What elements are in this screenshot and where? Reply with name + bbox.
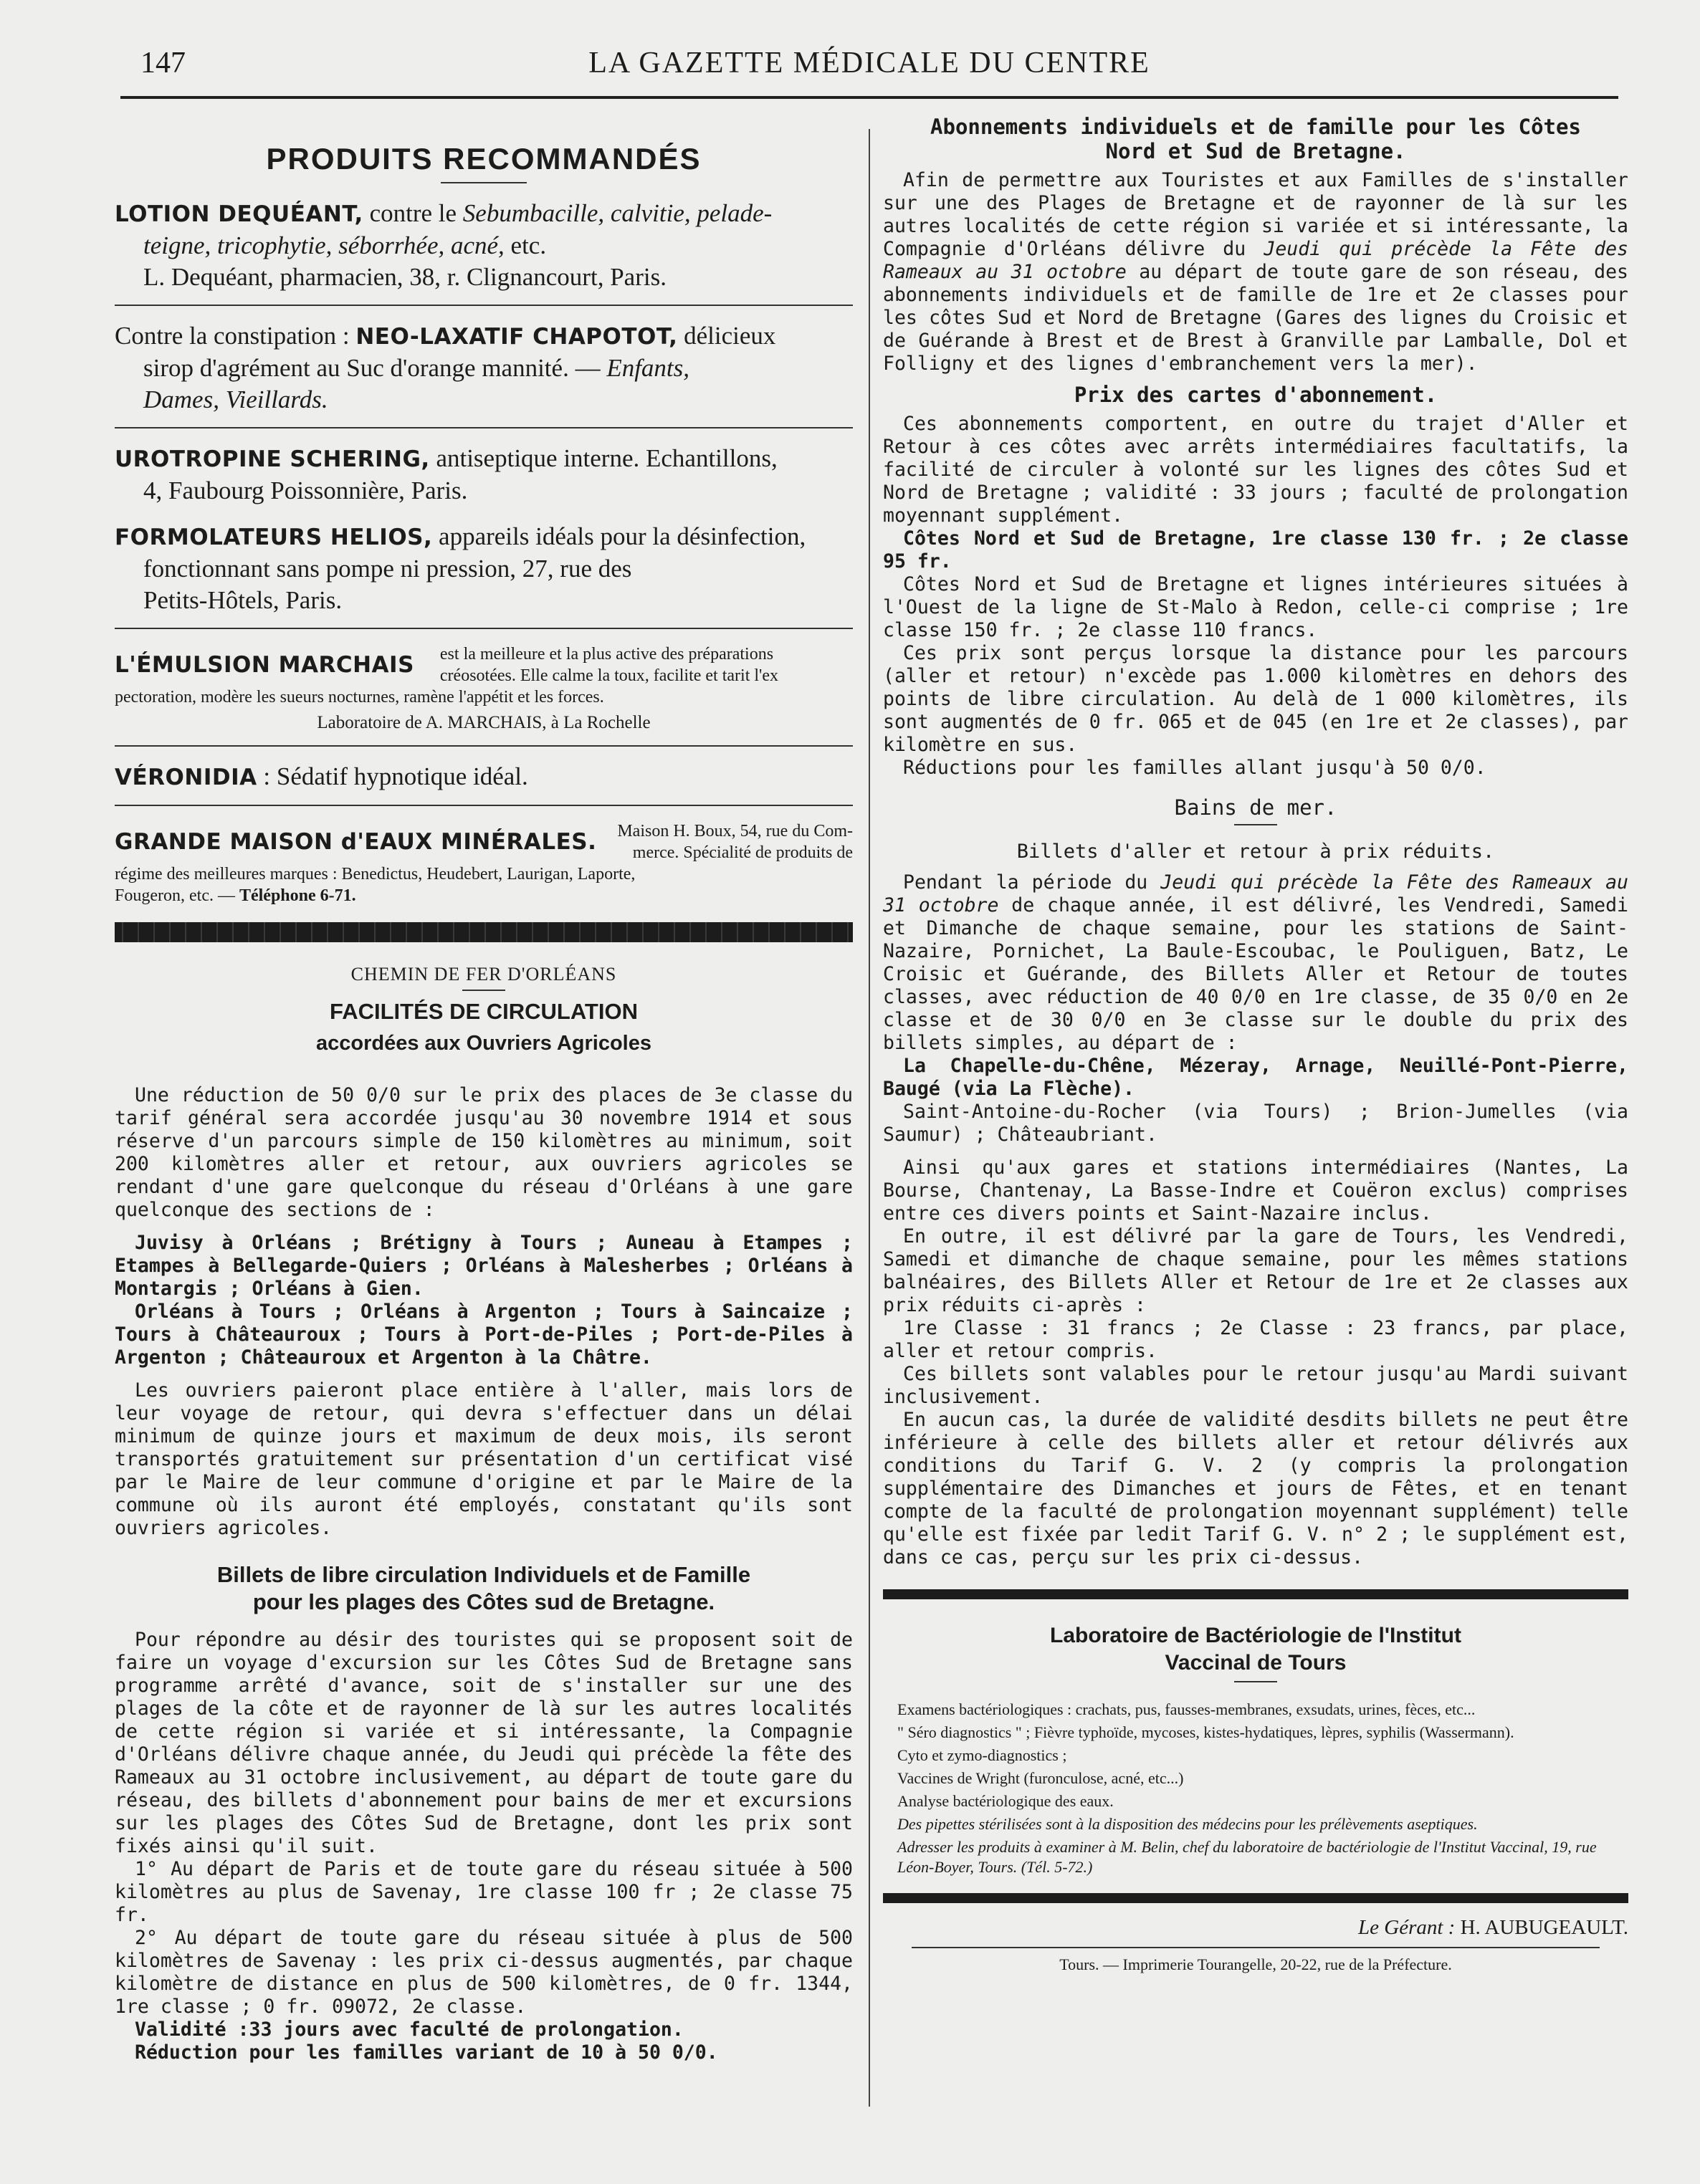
ad-brand: VÉRONIDIA xyxy=(115,765,257,790)
billets-title: Billets de libre circulation Individuels et de Famille xyxy=(216,1562,751,1587)
bains-body xyxy=(883,871,1628,1569)
paragraph: Ces prix sont perçus lorsque la distance pour les parcours (aller et retour) n'excède pas 1.000 kilomètres en dehors des points de libre circulation. Au delà de 1 000 kilomètres, ils sont augmentés de 0 fr. 065 et de 045 (en 1re et 2e classes), par kilomètre en sus. xyxy=(883,642,1628,756)
paragraph: Réductions pour les familles allant jusqu'à 50 0/0. xyxy=(903,757,1486,779)
circulation-body xyxy=(115,1084,853,1540)
circulation-title: FACILITÉS DE CIRCULATION xyxy=(330,999,638,1024)
products-title: PRODUITS RECOMMANDÉS xyxy=(266,142,702,176)
paragraph: En aucun cas, la durée de validité desdits billets ne peut être inférieure à celle des billets aller et retour délivrés aux conditions du Tarif G. V. 2 (y compris la prolongation supplémentaire des Dimanches et jours de Fêtes, et en tenant compte de la faculté de prolongation moyennant supplément) telle qu'elle est fixée par ledit Tarif G. V. n° 2 ; le supplément est, dans ce cas, perçu sur les prix ci-dessus. xyxy=(883,1409,1628,1568)
title-rule xyxy=(462,990,505,991)
printer-line: Tours. — Imprimerie Tourangelle, 20-22, rue de la Préfecture. xyxy=(1059,1955,1452,1973)
ad-brand: NEO-LAXATIF CHAPOTOT, xyxy=(355,324,678,350)
separator xyxy=(115,745,853,747)
bains-title: Bains de mer. xyxy=(1174,795,1337,820)
stations-list: Saint-Antoine-du-Rocher (via Tours) ; Brion-Jumelles (via Saumur) ; Châteaubriant. xyxy=(883,1101,1628,1146)
ad-urotropine: UROTROPINE SCHERING, antiseptique interne. Echantillons, 4, Faubourg Poissonnière, Paris. xyxy=(115,444,778,504)
railway-name: CHEMIN DE FER D'ORLÉANS xyxy=(350,964,617,985)
paragraph: Ces abonnements comportent, en outre du trajet d'Aller et Retour à ces côtes avec arrêts intermédiaires facultatifs, la facilité de circuler à volonté sur les lignes des côtes Sud et Nord de Bretagne ; validité : 33 jours ; faculté de prolongation moyennant supplément. xyxy=(883,413,1628,527)
abonnements-title: Abonnements individuels et de famille pour les Côtes xyxy=(930,115,1581,139)
separator xyxy=(115,427,853,428)
lab-title: Vaccinal de Tours xyxy=(1165,1651,1347,1675)
ad-brand: UROTROPINE SCHERING, xyxy=(115,446,430,472)
billets-body xyxy=(115,1629,853,2064)
lab-line: Des pipettes stérilisées sont à la disposition des médecins pour les prélèvements aseptiques. xyxy=(897,1815,1478,1833)
paragraph: Ces billets sont valables pour le retour jusqu'au Mardi suivant inclusivement. xyxy=(883,1363,1628,1408)
journal-title: LA GAZETTE MÉDICALE DU CENTRE xyxy=(588,47,1150,80)
separator xyxy=(115,805,853,806)
separator xyxy=(115,628,853,629)
billets-title: pour les plages des Côtes sud de Bretagne. xyxy=(252,1589,715,1614)
lab-body xyxy=(883,1700,1628,1877)
right-column xyxy=(883,115,1628,1974)
paragraph: Ainsi qu'aux gares et stations intermédiaires (Nantes, La Bourse, Chantenay, La Basse-Indre et Couëron exclus) comprises entre ces divers points et Saint-Nazaire inclus. xyxy=(883,1156,1628,1225)
page-header xyxy=(120,42,1618,85)
ad-formolateurs: FORMOLATEURS HELIOS, appareils idéals pour la désinfection, fonctionnant sans pompe ni pression, 27, rue des Petits-Hôtels, Paris. xyxy=(115,522,806,614)
header-rule xyxy=(120,96,1618,99)
ad-emulsion-marchais: L'ÉMULSION MARCHAIS est la meilleure et la plus active des préparations créosotées. Elle calme la toux, facilite et tarit l'ex pectoration, modère les sueurs nocturnes, ramène l'appétit et les forces. Laboratoire de A. MARCHAIS, à La Rochelle xyxy=(115,643,853,734)
thick-rule xyxy=(883,1589,1628,1599)
lab-title: Laboratoire de Bactériologie de l'Institut xyxy=(1050,1624,1461,1647)
ad-lotion-dequeant: LOTION DEQUÉANT, contre le Sebumbacille, calvitie, pelade- teigne, tricophytie, séborrhée, acné, etc. L. Dequéant, pharmacien, 38, r. Clignancourt, Paris. xyxy=(115,199,773,291)
routes-list: Juvisy à Orléans ; Brétigny à Tours ; Auneau à Etampes ; Etampes à Bellegarde-Quiers ; Orléans à Malesherbes ; Orléans à Montargis ; Orléans à Gien. xyxy=(115,1232,853,1300)
abonnements-body xyxy=(883,169,1628,375)
thick-rule xyxy=(883,1893,1628,1903)
paragraph: Les ouvriers paieront place entière à l'aller, mais lors de leur voyage de retour, qui devra s'effectuer dans un délai minimum de quinze jours et maximum de deux mois, ils seront transportés gratuitement sur présentation d'un certificat visé par le Maire de leur commune d'origine et par le Maire de la commune où ils auront été employés, constatant qu'ils sont ouvriers agricoles. xyxy=(115,1379,853,1539)
ad-grande-maison: GRANDE MAISON d'EAUX MINÉRALES. Maison H. Boux, 54, rue du Com- merce. Spécialité de produits de régime des meilleures marques : Benedictus, Heudebert, Laurigan, Laporte, Fougeron, etc. — Téléphone 6-71. xyxy=(115,822,853,905)
paragraph: Une réduction de 50 0/0 sur le prix des places de 3e classe du tarif général sera accordée jusqu'au 30 novembre 1914 et sous réserve d'un parcours simple de 150 kilomètres au minimum, soit 200 kilomètres aller et retour, aux ouvriers agricoles se rendant d'une gare quelconque du réseau d'Orléans à une gare quelconque des sections de : xyxy=(115,1084,853,1221)
lab-line: Cyto et zymo-diagnostics ; xyxy=(897,1746,1067,1764)
validite-line: Validité :33 jours avec faculté de prolongation. xyxy=(135,2018,684,2041)
paragraph: En outre, il est délivré par la gare de Tours, les Vendredi, Samedi et dimanche de chaque semaine, pour les mêmes stations balnéaires, des Billets Aller et Retour de 1re et 2e classes aux prix réduits ci-après : xyxy=(883,1225,1628,1316)
paragraph: Pendant la période du Jeudi qui précède la Fête des Rameaux au 31 octobre de chaque année, il est délivré, les Vendredi, Samedi et Dimanche de chaque semaine, pour les stations de Saint-Nazaire, Pornichet, La Baule-Escoubac, le Pouliguen, Batz, Le Croisic et Guérande, des Billets Aller et Retour de toutes classes, avec réduction de 40 0/0 en 1re classe, de 35 0/0 en 2e classe et de 30 0/0 en 3e classe sur le double du prix des billets simples, au départ de : xyxy=(883,871,1628,1054)
title-rule xyxy=(1234,824,1277,825)
ad-brand: L'ÉMULSION MARCHAIS xyxy=(115,652,414,678)
printer-rule xyxy=(912,1947,1600,1948)
lab-line: Examens bactériologiques : crachats, pus, fausses-membranes, exsudats, urines, fèces, etc... xyxy=(897,1700,1476,1718)
page-number: 147 xyxy=(140,47,186,80)
left-column xyxy=(115,136,853,2064)
ad-brand: FORMOLATEURS HELIOS, xyxy=(115,525,433,550)
reduction-line: Réduction pour les familles variant de 10 à 50 0/0. xyxy=(135,2041,718,2064)
paragraph: 2° Au départ de toute gare du réseau située à plus de 500 kilomètres de Savenay : les prix ci-dessus augmentés, par chaque kilomètre de distance en plus de 500 kilomètres, de 0 fr. 1344, 1re classe ; 0 fr. 09072, 2e classe. xyxy=(115,1927,853,2018)
column-divider xyxy=(869,129,870,2107)
ad-neo-laxatif: Contre la constipation : NEO-LAXATIF CHAPOTOT, délicieux sirop d'agrément au Suc d'orange mannité. — Enfants, Dames, Vieillards. xyxy=(115,322,776,413)
prix-title: Prix des cartes d'abonnement. xyxy=(1074,383,1438,407)
ad-brand: GRANDE MAISON d'EAUX MINÉRALES. xyxy=(115,829,597,855)
products-title-rule xyxy=(441,182,527,183)
prix-body xyxy=(883,413,1628,780)
routes-list: Orléans à Tours ; Orléans à Argenton ; Tours à Saincaize ; Tours à Châteauroux ; Tours à Port-de-Piles ; Port-de-Piles à Argenton ; Châteauroux et Argenton à la Châtre. xyxy=(115,1301,853,1369)
separator xyxy=(115,305,853,306)
paragraph: 1re Classe : 31 francs ; 2e Classe : 23 francs, par place, aller et retour compris. xyxy=(883,1317,1628,1362)
paragraph: Afin de permettre aux Touristes et aux Familles de s'installer sur une des Plages de Bretagne et de rayonner de là sur les autres localités de cette région si variée et si intéressante, la Compagnie d'Orléans délivre du Jeudi qui précède la Fête des Rameaux au 31 octobre au départ de toute gare de son réseau, des abonnements individuels et de famille de 1re et 2e classes pour les côtes Sud et Nord de Bretagne (Gares des lignes du Croisic et de Guérande à Brest et de Brest à Granville par Lamballe, Dol et Folligny et des lignes d'embranchement vers la mer). xyxy=(883,169,1628,375)
lab-line: Analyse bactériologique des eaux. xyxy=(897,1792,1114,1810)
ornament-bar xyxy=(115,922,853,942)
paragraph: Pour répondre au désir des touristes qui se proposent soit de faire un voyage d'excursion sur les Côtes Sud de Bretagne sans programme arrêté d'avance, soit de s'installer sur une des plages de la côte et de rayonner de là sur les autres localités de cette région si variée et si intéressante, la Compagnie d'Orléans délivre chaque année, du Jeudi qui précède la fête des Rameaux au 31 octobre inclusivement, au départ de toute gare du réseau, des billets d'abonnement pour bains de mer et excursions sur les plages des Côtes Sud de Bretagne, dont les prix sont fixés ainsi qu'il suit. xyxy=(115,1629,853,1857)
ad-brand: LOTION DEQUÉANT, xyxy=(115,201,363,227)
bains-subtitle: Billets d'aller et retour à prix réduits. xyxy=(1016,840,1495,863)
paragraph: 1° Au départ de Paris et de toute gare du réseau située à 500 kilomètres au plus de Savenay, 1re classe 100 fr ; 2e classe 75 fr. xyxy=(115,1858,853,1926)
paragraph: Côtes Nord et Sud de Bretagne, 1re classe 130 fr. ; 2e classe 95 fr. xyxy=(883,527,1628,573)
ad-maker: L. Dequéant, pharmacien, 38, r. Clignancourt, Paris. xyxy=(143,263,667,291)
lab-line: " Séro diagnostics " ; Fièvre typhoïde, mycoses, kistes-hydatiques, lèpres, syphilis (Wassermann). xyxy=(897,1723,1514,1741)
lab-line: Adresser les produits à examiner à M. Belin, chef du laboratoire de bactériologie de l'Institut Vaccinal, 19, rue Léon-Boyer, Tours. (Tél. 5-72.) xyxy=(897,1838,1597,1876)
ad-veronidia: VÉRONIDIA : Sédatif hypnotique idéal. xyxy=(115,762,528,790)
title-rule xyxy=(1234,1681,1277,1682)
lab-line: Vaccines de Wright (furonculose, acné, etc...) xyxy=(897,1769,1184,1787)
stations-list: La Chapelle-du-Chêne, Mézeray, Arnage, Neuillé-Pont-Pierre, Baugé (via La Flèche). xyxy=(883,1055,1628,1100)
paragraph: Côtes Nord et Sud de Bretagne et lignes intérieures situées à l'Ouest de la ligne de St-Malo à Redon, celle-ci comprise ; 1re classe 150 fr. ; 2e classe 110 francs. xyxy=(883,573,1628,641)
ad-lab-line: Laboratoire de A. MARCHAIS, à La Rochelle xyxy=(317,713,651,732)
abonnements-title: Nord et Sud de Bretagne. xyxy=(1105,139,1406,163)
circulation-subtitle: accordées aux Ouvriers Agricoles xyxy=(316,1032,651,1055)
gerant-line: Le Gérant : H. AUBUGEAULT. xyxy=(1358,1916,1628,1939)
